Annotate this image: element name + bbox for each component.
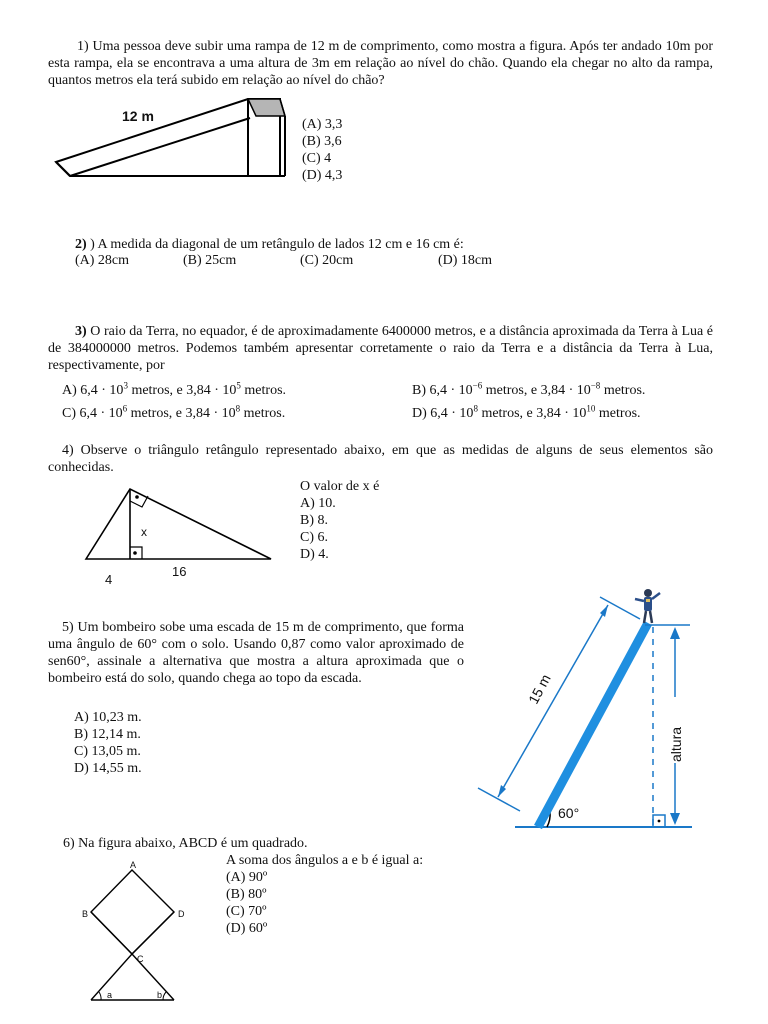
q3-option-d[interactable]: D) $6,4 \cdot 10^8$ metros, e $3,84 \cdot 10^{10}$ metros. — [412, 403, 641, 421]
q6-statement: 6) Na figura abaixo, ABCD é um quadrado. — [63, 836, 308, 851]
right-triangle-figure — [86, 484, 276, 564]
q6-prompt: A soma dos ângulos a e b é igual a: — [226, 853, 424, 868]
ladder-length-label: 15 m — [525, 671, 554, 707]
ramp-figure — [56, 96, 286, 186]
q2-option-d[interactable]: (D) 18cm — [438, 253, 493, 268]
triangle-x-label: x — [141, 525, 147, 539]
q3-option-c[interactable]: C) $6,4 \cdot 10^6$ metros, e $3,84 \cdot 10^8$ metros. — [62, 403, 286, 421]
q5-option-c[interactable]: C) 13,05 m. — [74, 744, 141, 759]
q2-statement — [75, 236, 464, 253]
q6-option-b[interactable]: (B) 80º — [226, 887, 267, 902]
height-label: altura — [668, 726, 684, 762]
q3-statement — [48, 323, 713, 374]
q4-prompt: O valor de x é — [300, 479, 380, 494]
q6-option-d[interactable]: (D) 60º — [226, 921, 268, 936]
q2-option-a[interactable]: (A) 28cm — [75, 253, 130, 268]
vertex-b-label: B — [82, 909, 89, 919]
q2-number: 2) — [75, 237, 87, 252]
q6-option-a[interactable]: (A) 90º — [226, 870, 268, 885]
q1-statement: 1) Uma pessoa deve subir uma rampa de 12 m de comprimento, como mostra a figura. Após ter andado 10m por esta rampa, ela se encontrava a uma altura de 3m em relação ao nível do chão. Quando ela chegar no alto da rampa, quantos metros ela terá subido em relação ao nível do chão? — [48, 39, 713, 88]
triangle-16-label: 16 — [172, 564, 187, 579]
angle-a-label: a — [107, 990, 113, 1000]
q4-option-d[interactable]: D) 4. — [300, 547, 329, 562]
vertex-c-label: C — [137, 954, 144, 964]
q6-option-c[interactable]: (C) 70º — [226, 904, 267, 919]
q1-option-b[interactable]: (B) 3,6 — [302, 134, 342, 149]
q1-options — [302, 116, 342, 184]
q4-option-b[interactable]: B) 8. — [300, 513, 328, 528]
angle-b-label: b — [157, 990, 163, 1000]
triangle-4-label: 4 — [105, 572, 113, 587]
q5-options — [74, 709, 142, 777]
q4-option-c[interactable]: C) 6. — [300, 530, 328, 545]
q1-option-c[interactable]: (C) 4 — [302, 151, 332, 166]
angle-label: 60° — [558, 805, 580, 821]
q3-text: O raio da Terra, no equador, é de aproximadamente 6400000 metros, e a distância aproximada da Terra à Lua é de 384000000 metros. Podemos também apresentar corretamente o raio da Terra e a distância da Terra à Lua, respectivamente, por — [48, 324, 713, 373]
q3-option-a[interactable]: A) $6,4 \cdot 10^3$ metros, e $3,84 \cdot 10^5$ metros. — [62, 380, 287, 398]
ramp-length-label: 12 m — [122, 108, 154, 124]
q4-options — [300, 478, 379, 563]
q4-option-a[interactable]: A) 10. — [300, 496, 336, 511]
q2-text: ) A medida da diagonal de um retângulo de lados 12 cm e 16 cm é: — [90, 237, 464, 252]
q3-number: 3) — [75, 324, 87, 339]
q3-option-b[interactable]: B) $6,4 \cdot 10^{-6}$ metros, e $3,84 \cdot 10^{-8}$ metros. — [412, 380, 646, 398]
square-figure — [86, 866, 211, 1002]
q5-option-a[interactable]: A) 10,23 m. — [74, 710, 142, 725]
q1-option-a[interactable]: (A) 3,3 — [302, 117, 343, 132]
q5-option-d[interactable]: D) 14,55 m. — [74, 761, 142, 776]
ladder-figure — [470, 585, 700, 835]
q5-statement: 5) Um bombeiro sobe uma escada de 15 m de comprimento, que forma uma ângulo de 60° com o solo. Usando 0,87 como valor aproximado de sen60°, assinale a alternativa que mostra a altura aproximada que o bombeiro está do solo, quando chega ao topo da escada. — [48, 620, 464, 686]
q6-options — [226, 852, 423, 937]
vertex-d-label: D — [178, 909, 185, 919]
q2-option-b[interactable]: (B) 25cm — [183, 253, 237, 268]
q5-option-b[interactable]: B) 12,14 m. — [74, 727, 141, 742]
q1-option-d[interactable]: (D) 4,3 — [302, 168, 343, 183]
vertex-a-label: A — [130, 860, 137, 870]
q2-option-c[interactable]: (C) 20cm — [300, 253, 354, 268]
q4-statement: 4) Observe o triângulo retângulo representado abaixo, em que as medidas de alguns de seus elementos são conhecidas. — [48, 443, 713, 475]
